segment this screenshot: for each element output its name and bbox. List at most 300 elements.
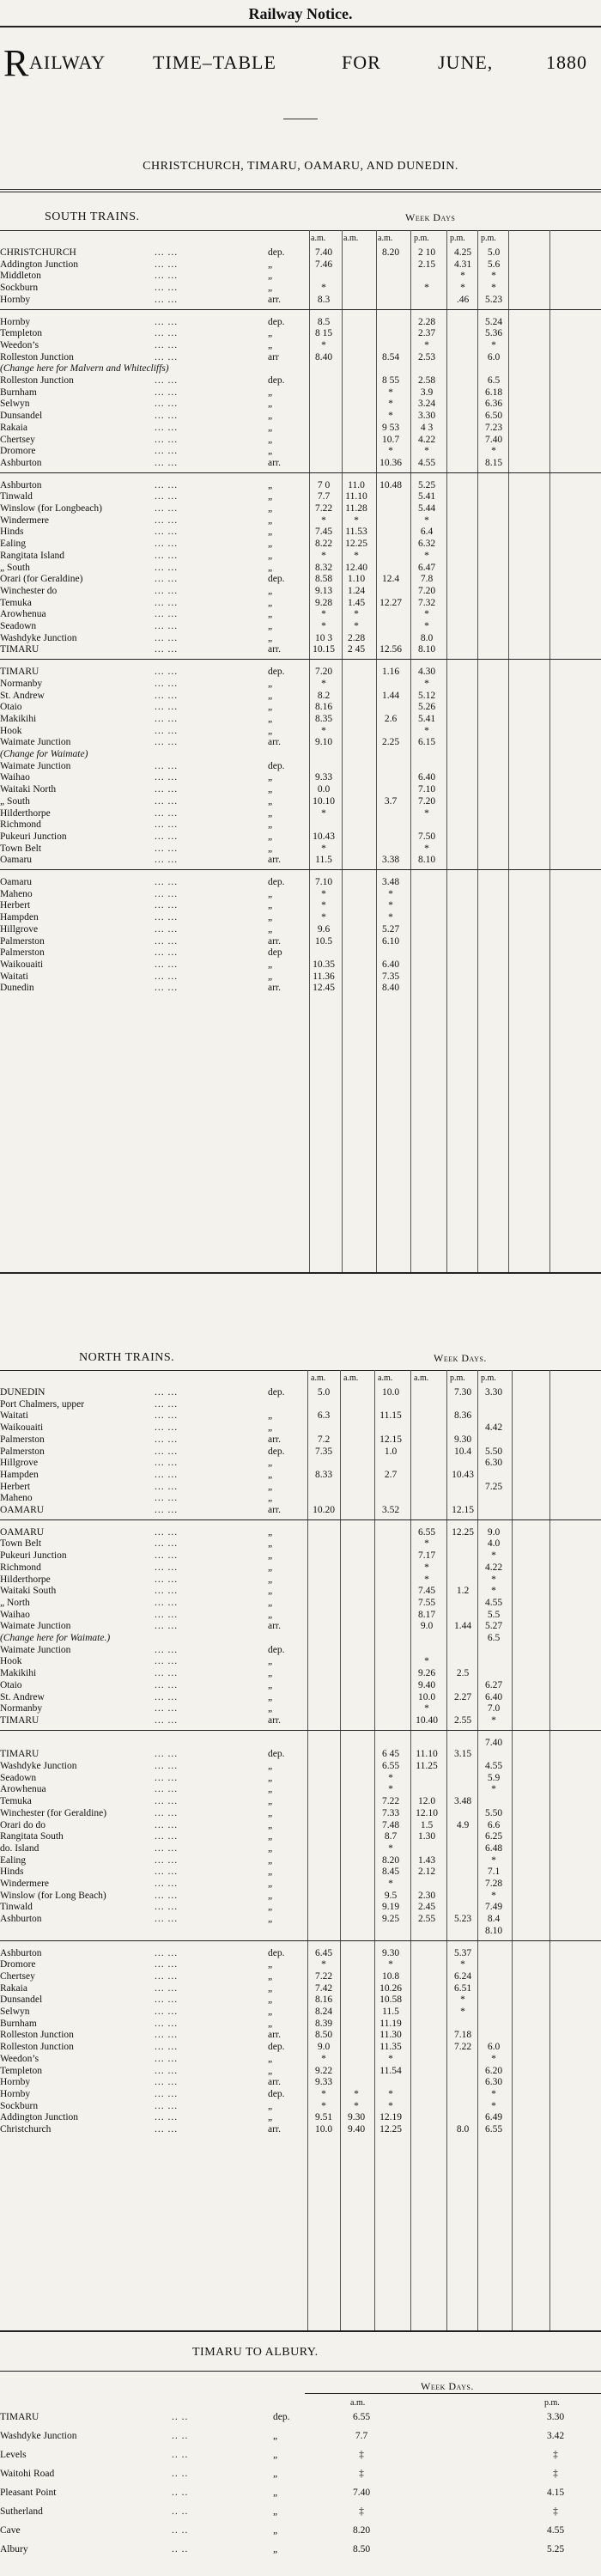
time-cell: * xyxy=(424,621,429,631)
time-cell: 6.30 xyxy=(484,2077,503,2088)
time-cell: 4.55 xyxy=(546,2525,565,2536)
title-word: JUNE, xyxy=(438,52,494,73)
time-cell: 3.30 xyxy=(546,2412,565,2422)
column-header: p.m. xyxy=(450,1373,465,1383)
time-cell: 5.41 xyxy=(417,713,436,724)
dep-arr-marker: „ xyxy=(273,2525,278,2536)
station-name: TIMARU xyxy=(0,1714,39,1726)
time-cell: * xyxy=(354,515,359,526)
station-name: Hornby xyxy=(0,294,31,305)
timetable-row xyxy=(0,1527,601,1538)
station-name: Chertsey xyxy=(0,434,35,445)
time-cell: * xyxy=(424,807,429,819)
station-name: do. Island xyxy=(0,1842,39,1854)
time-cell: 11.30 xyxy=(379,2030,402,2041)
leader-dots: ... ... xyxy=(155,609,179,620)
timetable-row xyxy=(0,691,601,701)
timetable-row xyxy=(0,936,601,947)
dep-arr-marker: „ xyxy=(268,1831,273,1842)
time-cell: 5.44 xyxy=(417,503,436,514)
time-cell: 7.22 xyxy=(453,2042,472,2053)
dep-arr-marker: „ xyxy=(268,807,273,819)
timetable-row xyxy=(0,1598,601,1608)
timetable-row xyxy=(0,551,601,561)
dep-arr-marker: „ xyxy=(268,399,273,410)
leader-dots: ... ... xyxy=(155,479,179,490)
leader-dots: ... ... xyxy=(155,888,179,899)
time-cell: 8.0 xyxy=(420,632,434,643)
timetable-row xyxy=(0,1867,601,1877)
time-cell: 10.43 xyxy=(452,1469,474,1480)
time-cell: 7.1 xyxy=(487,1867,501,1878)
timetable-row xyxy=(0,2030,601,2040)
time-cell: 7.18 xyxy=(453,2030,472,2041)
station-name: Ashburton xyxy=(0,1947,42,1958)
timetable-row xyxy=(0,1994,601,2005)
timetable-row xyxy=(0,2101,601,2111)
station-name: Rangitata Island xyxy=(0,550,65,561)
timetable-row xyxy=(0,1796,601,1806)
dep-arr-marker: „ xyxy=(268,271,273,282)
time-cell: 11.53 xyxy=(345,527,367,538)
timetable-row xyxy=(0,1879,601,1889)
dep-arr-marker: arr. xyxy=(268,457,282,468)
time-cell: 2.45 xyxy=(417,1902,436,1913)
timetable-row xyxy=(0,1738,601,1748)
station-name: Templeton xyxy=(0,2065,43,2076)
time-cell: * xyxy=(321,678,326,689)
dep-arr-marker: „ xyxy=(268,1679,273,1690)
time-cell: 6.55 xyxy=(417,1526,436,1538)
station-name: Rakaia xyxy=(0,422,27,433)
time-cell: 7.22 xyxy=(314,503,333,514)
timetable-row xyxy=(0,295,601,305)
leader-dots: ... ... xyxy=(155,725,179,736)
leader-dots: ... ... xyxy=(155,1831,179,1842)
column-header: a.m. xyxy=(311,1373,326,1383)
column-header: p.m. xyxy=(544,2398,560,2408)
time-cell: 5.0 xyxy=(487,247,501,258)
station-name: Ashburton xyxy=(0,479,42,490)
time-cell: 9.33 xyxy=(314,772,333,783)
time-cell: 11.35 xyxy=(379,2042,402,2053)
leader-dots: ... ... xyxy=(155,1914,179,1925)
time-cell: 8.22 xyxy=(314,539,333,550)
leader-dots: ... ... xyxy=(155,1691,179,1702)
time-cell: 6.0 xyxy=(487,2042,501,2053)
leader-dots: ... ... xyxy=(155,457,179,468)
time-cell: 9.40 xyxy=(347,2124,366,2134)
leader-dots: ... ... xyxy=(155,597,179,608)
column-header: a.m. xyxy=(343,234,359,243)
dep-arr-marker: „ xyxy=(268,1890,273,1901)
dep-arr-marker: „ xyxy=(268,1538,273,1550)
time-cell: * xyxy=(424,725,429,736)
station-name: (Change here for Waimate.) xyxy=(0,1633,111,1643)
dep-arr-marker: dep. xyxy=(268,1749,285,1760)
leader-dots: ... ... xyxy=(155,1469,179,1480)
leader-dots: ... ... xyxy=(155,434,179,445)
time-cell: 8.40 xyxy=(381,983,400,994)
time-cell: 9.40 xyxy=(417,1679,436,1690)
leader-dots: .. .. xyxy=(172,2506,189,2517)
dep-arr-marker: „ xyxy=(268,1784,273,1795)
leader-dots: ... ... xyxy=(155,971,179,982)
timetable-row xyxy=(0,399,601,409)
time-cell: 5.37 xyxy=(453,1947,472,1958)
timetable-row xyxy=(0,375,601,386)
timetable-row xyxy=(0,586,601,596)
dep-arr-marker: dep. xyxy=(268,667,285,678)
leader-dots: ... ... xyxy=(155,1526,179,1538)
station-name: Middleton xyxy=(0,271,41,282)
timetable-row xyxy=(0,796,601,807)
dep-arr-marker: dep. xyxy=(268,316,285,327)
time-cell: * xyxy=(491,1550,496,1562)
leader-dots: ... ... xyxy=(155,1947,179,1958)
time-cell: * xyxy=(321,2088,326,2099)
time-cell: ‡ xyxy=(553,2469,558,2479)
time-cell: 3.48 xyxy=(381,877,400,887)
time-cell: 1.44 xyxy=(453,1621,472,1632)
dep-arr-marker: dep. xyxy=(268,1947,285,1958)
dep-arr-marker: „ xyxy=(268,1656,273,1667)
station-name: OAMARU xyxy=(0,1526,45,1538)
station-name: Rolleston Junction xyxy=(0,2030,74,2041)
time-cell: * xyxy=(388,387,393,398)
time-cell: 3.30 xyxy=(417,411,436,422)
timetable-row xyxy=(0,1621,601,1631)
time-cell: 5.36 xyxy=(484,328,503,339)
dep-arr-marker: „ xyxy=(273,2544,278,2555)
station-name: Waitati xyxy=(0,1410,28,1422)
station-name: Oamaru xyxy=(0,855,33,866)
time-cell: 7.20 xyxy=(417,795,436,807)
station-name: Waitaki South xyxy=(0,1586,57,1597)
time-cell: 8.10 xyxy=(417,855,436,866)
time-cell: * xyxy=(321,1959,326,1970)
time-cell: 6.0 xyxy=(487,351,501,362)
time-cell: 7.23 xyxy=(484,422,503,433)
station-name: Ashburton xyxy=(0,1914,42,1925)
leader-dots: ... ... xyxy=(155,585,179,596)
column-header: a.m. xyxy=(311,234,326,243)
time-cell: 2.53 xyxy=(417,351,436,362)
station-name: Makikihi xyxy=(0,1668,37,1679)
station-name: Hampden xyxy=(0,912,39,923)
station-name: Selwyn xyxy=(0,399,30,410)
albury-weekdays: Week Days. xyxy=(421,2380,474,2392)
time-cell: 4.55 xyxy=(484,1597,503,1608)
timetable-row xyxy=(0,726,601,736)
leader-dots: ... ... xyxy=(155,737,179,748)
time-cell: 6.15 xyxy=(417,737,436,748)
dep-arr-marker: arr. xyxy=(268,983,282,994)
dep-arr-marker: „ xyxy=(268,959,273,970)
station-name: Hillgrove xyxy=(0,923,39,935)
time-cell: 2.7 xyxy=(384,1469,398,1480)
time-cell: * xyxy=(424,1703,429,1714)
time-cell: 8.17 xyxy=(417,1609,436,1620)
leader-dots: ... ... xyxy=(155,1446,179,1457)
station-name: „ South xyxy=(0,562,30,573)
timetable-row xyxy=(0,1971,601,1982)
time-cell: 6.51 xyxy=(453,1982,472,1994)
leader-dots: ... ... xyxy=(155,690,179,701)
dep-arr-marker: „ xyxy=(268,2007,273,2017)
dep-arr-marker: „ xyxy=(268,597,273,608)
time-cell: * xyxy=(424,1656,429,1667)
leader-dots: ... ... xyxy=(155,1434,179,1445)
station-name: Winslow (for Longbeach) xyxy=(0,503,102,514)
leader-dots: ... ... xyxy=(155,1538,179,1550)
time-cell: 8.20 xyxy=(352,2525,371,2536)
dep-arr-marker: „ xyxy=(268,2018,273,2029)
timetable-row xyxy=(0,855,601,865)
time-cell: * xyxy=(491,1574,496,1585)
timetable-row xyxy=(0,1422,601,1433)
time-cell: 10.35 xyxy=(313,959,335,970)
leader-dots: ... ... xyxy=(155,621,179,631)
time-cell: 3.7 xyxy=(384,795,398,807)
station-name: Waihao xyxy=(0,772,30,783)
leader-dots: ... ... xyxy=(155,935,179,947)
time-cell: 6.55 xyxy=(352,2412,371,2422)
leader-dots: ... ... xyxy=(155,1982,179,1994)
time-cell: * xyxy=(321,609,326,620)
station-name: Rakaia xyxy=(0,1982,27,1994)
time-cell: 5.9 xyxy=(487,1772,501,1783)
dep-arr-marker: „ xyxy=(268,702,273,713)
timetable-row xyxy=(0,1692,601,1702)
time-cell: 10.0 xyxy=(417,1691,436,1702)
time-cell: 9.30 xyxy=(347,2112,366,2123)
timetable-row xyxy=(0,959,601,970)
time-cell: 6.10 xyxy=(381,935,400,947)
time-cell: 5.27 xyxy=(484,1621,503,1632)
dep-arr-marker: „ xyxy=(268,795,273,807)
dep-arr-marker: „ xyxy=(268,1982,273,1994)
leader-dots: ... ... xyxy=(155,1749,179,1760)
dep-arr-marker: „ xyxy=(268,539,273,550)
dep-arr-marker: „ xyxy=(268,491,273,502)
timetable-row xyxy=(0,352,601,362)
time-cell: 10.20 xyxy=(313,1505,335,1515)
timetable-row xyxy=(0,527,601,537)
time-cell: 4.30 xyxy=(417,667,436,678)
station-name: Seadown xyxy=(0,1772,37,1783)
time-cell: 2 45 xyxy=(347,644,366,655)
time-cell: 2.58 xyxy=(417,375,436,386)
time-cell: 11.0 xyxy=(348,479,365,490)
station-name: Waitaki North xyxy=(0,784,57,795)
time-cell: 0.0 xyxy=(317,784,331,795)
timetable-row xyxy=(0,971,601,982)
time-cell: 7.33 xyxy=(381,1807,400,1818)
timetable-row xyxy=(0,644,601,655)
leader-dots: ... ... xyxy=(155,411,179,422)
time-cell: * xyxy=(354,2088,359,2099)
time-cell: * xyxy=(354,621,359,631)
time-cell: * xyxy=(388,1842,393,1854)
dep-arr-marker: arr. xyxy=(268,2124,282,2134)
station-name: Addington Junction xyxy=(0,259,79,270)
time-cell: 9.5 xyxy=(384,1890,398,1901)
time-cell: 3.48 xyxy=(453,1796,472,1807)
dep-arr-marker: dep. xyxy=(268,1446,285,1457)
leader-dots: ... ... xyxy=(155,1597,179,1608)
dep-arr-marker: „ xyxy=(268,923,273,935)
leader-dots: ... ... xyxy=(155,375,179,386)
station-name: Waitohi Road xyxy=(0,2469,55,2479)
time-cell: 9.30 xyxy=(381,1947,400,1958)
time-cell: 6.48 xyxy=(484,1842,503,1854)
timetable-row xyxy=(0,480,601,490)
time-cell: 7.40 xyxy=(314,247,333,258)
dep-arr-marker: „ xyxy=(268,1959,273,1970)
time-cell: 3.42 xyxy=(546,2431,565,2441)
time-cell: * xyxy=(388,399,393,410)
dep-arr-marker: „ xyxy=(268,550,273,561)
leader-dots: ... ... xyxy=(155,795,179,807)
time-cell: 4.15 xyxy=(546,2488,565,2498)
dep-arr-marker: „ xyxy=(268,1819,273,1830)
time-cell: 11.10 xyxy=(345,491,367,502)
time-cell: 6.6 xyxy=(487,1819,501,1830)
time-cell: ‡ xyxy=(553,2506,558,2517)
north-timetable xyxy=(0,1370,601,2330)
time-cell: * xyxy=(424,1538,429,1550)
dep-arr-marker: „ xyxy=(273,2469,278,2479)
time-cell: * xyxy=(491,1890,496,1901)
station-name: DUNEDIN xyxy=(0,1387,46,1398)
station-name: Seadown xyxy=(0,621,37,631)
time-cell: 8.45 xyxy=(381,1867,400,1878)
dep-arr-marker: „ xyxy=(268,1597,273,1608)
station-name: Chertsey xyxy=(0,1970,35,1982)
dep-arr-marker: „ xyxy=(268,1493,273,1504)
leader-dots: ... ... xyxy=(155,983,179,994)
time-cell: 8.40 xyxy=(314,351,333,362)
dep-arr-marker: „ xyxy=(268,2065,273,2076)
time-cell: 8.58 xyxy=(314,574,333,585)
station-name: Port Chalmers, upper xyxy=(0,1398,85,1410)
time-cell: * xyxy=(321,515,326,526)
timetable-row xyxy=(0,563,601,573)
time-cell: ‡ xyxy=(553,2450,558,2460)
leader-dots: ... ... xyxy=(155,1842,179,1854)
time-cell: 7.40 xyxy=(484,434,503,445)
station-name: Ashburton xyxy=(0,457,42,468)
station-name: Dromore xyxy=(0,446,36,457)
column-header: a.m. xyxy=(350,2398,366,2408)
time-cell: 6 45 xyxy=(381,1749,400,1760)
dep-arr-marker: dep. xyxy=(268,375,285,386)
timetable-row xyxy=(0,749,601,759)
timetable-row xyxy=(0,912,601,923)
dep-arr-marker: „ xyxy=(268,1562,273,1573)
time-cell: 7.7 xyxy=(317,491,331,502)
timetable-row xyxy=(0,1562,601,1573)
timetable-row xyxy=(0,598,601,608)
leader-dots: ... ... xyxy=(155,2112,179,2123)
timetable-row xyxy=(0,423,601,433)
time-cell: 4.42 xyxy=(484,1422,503,1434)
time-cell: 8.35 xyxy=(314,713,333,724)
station-name: Herbert xyxy=(0,1481,31,1492)
time-cell: * xyxy=(388,1784,393,1795)
time-cell: * xyxy=(424,550,429,561)
time-cell: 6.30 xyxy=(484,1458,503,1469)
timetable-row xyxy=(0,1610,601,1620)
time-cell: 8.24 xyxy=(314,2007,333,2017)
timetable-row xyxy=(0,808,601,819)
station-name: St. Andrew xyxy=(0,690,45,701)
station-name: Cave xyxy=(0,2525,21,2536)
albury-timetable xyxy=(0,2393,601,2576)
time-cell: 9.0 xyxy=(420,1621,434,1632)
south-timetable xyxy=(0,230,601,1272)
time-cell: 6.55 xyxy=(484,2124,503,2134)
albury-title: TIMARU TO ALBURY. xyxy=(192,2346,319,2359)
time-cell: 5.23 xyxy=(484,294,503,305)
station-name: Waihao xyxy=(0,1609,30,1620)
time-cell: 3.52 xyxy=(381,1505,400,1515)
time-cell: 6.45 xyxy=(314,1947,333,1958)
south-weekdays: Week Days xyxy=(405,211,456,223)
dep-arr-marker: „ xyxy=(268,1586,273,1597)
station-name: Temuka xyxy=(0,1796,32,1807)
leader-dots: ... ... xyxy=(155,2042,179,2053)
dep-arr-marker: dep. xyxy=(268,247,285,258)
time-cell: 5.12 xyxy=(417,690,436,701)
leader-dots: ... ... xyxy=(155,422,179,433)
timetable-row xyxy=(0,1538,601,1549)
block-rule xyxy=(0,1730,601,1731)
time-cell: * xyxy=(491,446,496,457)
timetable-row xyxy=(0,2450,601,2460)
leader-dots: ... ... xyxy=(155,574,179,585)
timetable-row xyxy=(0,2007,601,2017)
timetable-row xyxy=(0,1703,601,1714)
leader-dots: ... ... xyxy=(155,2030,179,2041)
time-cell: * xyxy=(388,1879,393,1889)
station-name: Hilderthorpe xyxy=(0,1574,51,1585)
leader-dots: ... ... xyxy=(155,1668,179,1679)
timetable-row xyxy=(0,2525,601,2536)
time-cell: 9.0 xyxy=(487,1526,501,1538)
time-cell: 8.10 xyxy=(417,644,436,655)
leader-dots: ... ... xyxy=(155,678,179,689)
leader-dots: ... ... xyxy=(155,503,179,514)
station-name: Hampden xyxy=(0,1469,39,1480)
dep-arr-marker: arr. xyxy=(268,2077,282,2088)
title-initial: R xyxy=(3,42,30,84)
time-cell: 7.10 xyxy=(417,784,436,795)
station-name: Pukeuri Junction xyxy=(0,1550,67,1562)
timetable-row xyxy=(0,1550,601,1561)
dep-arr-marker: „ xyxy=(268,1469,273,1480)
timetable-row xyxy=(0,247,601,258)
leader-dots: ... ... xyxy=(155,855,179,866)
time-cell: 8.15 xyxy=(484,457,503,468)
timetable-row xyxy=(0,1891,601,1901)
dep-arr-marker: „ xyxy=(268,1691,273,1702)
dep-arr-marker: „ xyxy=(268,900,273,911)
station-name: Windermere xyxy=(0,1879,50,1889)
time-cell: 10.10 xyxy=(313,795,335,807)
time-cell: ‡ xyxy=(359,2450,364,2460)
